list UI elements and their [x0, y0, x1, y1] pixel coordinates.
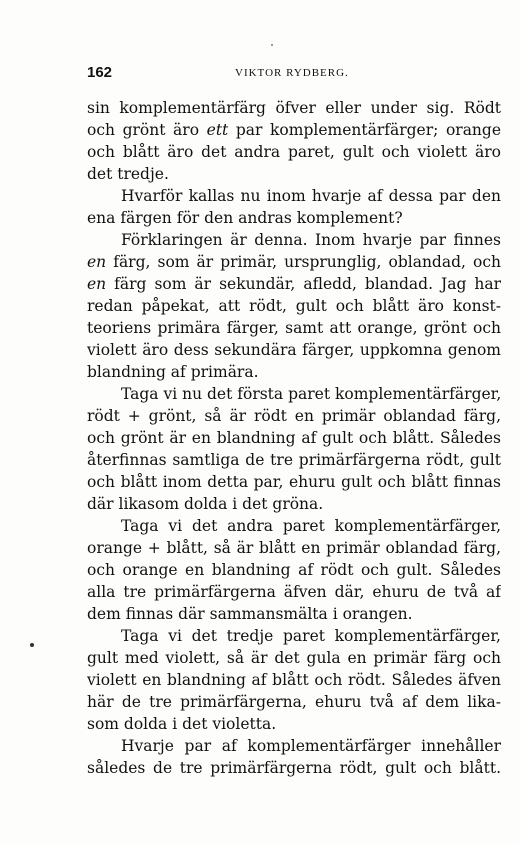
- paragraph-start: Hvarje par af komplementärfärger innehåller: [121, 737, 501, 755]
- emphasis: en: [87, 275, 107, 293]
- text-line: och grönt är en blandning af gult och blått. Således: [87, 429, 501, 447]
- paper-speck: [271, 44, 273, 46]
- body-text: [87, 97, 501, 779]
- text-line: alla tre primärfärgerna äfven där, ehuru de två af: [87, 583, 501, 601]
- paragraph-start: Taga vi nu det första paret komplementärfärger,: [121, 385, 501, 403]
- text-line: teoriens primära färger, samt att orange, grönt och: [87, 319, 501, 337]
- text-line: och grönt äro ett par komplementärfärger; orange: [87, 121, 501, 139]
- text-line: orange + blått, så är blått en primär oblandad färg,: [87, 539, 501, 557]
- emphasis: en: [87, 253, 107, 271]
- text-line: gult med violett, så är det gula en primär färg och: [87, 649, 501, 667]
- margin-dot: [30, 643, 34, 647]
- text-line: och blått äro det andra paret, gult och violett äro: [87, 143, 501, 161]
- text-line: violett äro dess sekundära färger, uppkomna genom: [87, 341, 501, 359]
- text-line: som dolda i det violetta.: [87, 715, 277, 733]
- text-line: en färg som är sekundär, afledd, blandad. Jag har: [87, 275, 501, 293]
- text-line: dem finnas där sammansmälta i orangen.: [87, 605, 413, 623]
- text-line: således de tre primärfärgerna rödt, gult och blått.: [87, 759, 501, 777]
- paragraph-start: Taga vi det tredje paret komplementärfärger,: [121, 627, 501, 645]
- text-line: redan påpekat, att rödt, gult och blått äro konst-: [87, 297, 501, 315]
- text-line: och blått inom detta par, ehuru gult och blått finnas: [87, 473, 501, 491]
- text-line: ena färgen för den andras komplement?: [87, 209, 403, 227]
- text-line: blandning af primära.: [87, 363, 259, 381]
- text-line: sin komplementärfärg öfver eller under sig. Rödt: [87, 99, 501, 117]
- page-header: [87, 64, 499, 84]
- emphasis: ett: [206, 121, 229, 139]
- text-line: här de tre primärfärgerna, ehuru två af dem lika-: [87, 693, 501, 711]
- text-line: där likasom dolda i det gröna.: [87, 495, 324, 513]
- paragraph-start: Taga vi det andra paret komplementärfärger,: [121, 517, 501, 535]
- paragraph-start: Förklaringen är denna. Inom hvarje par finnes: [121, 231, 501, 249]
- page-number: 162: [87, 64, 113, 81]
- running-head: VIKTOR RYDBERG.: [235, 67, 349, 79]
- text-line: återfinnas samtliga de tre primärfärgerna rödt, gult: [87, 451, 501, 469]
- text-line: en färg, som är primär, ursprunglig, oblandad, och: [87, 253, 501, 271]
- paragraph-start: Hvarför kallas nu inom hvarje af dessa par den: [121, 187, 501, 205]
- text-line: och orange en blandning af rödt och gult. Således: [87, 561, 501, 579]
- text-line: violett en blandning af blått och rödt. Således äfven: [87, 671, 501, 689]
- text-line: det tredje.: [87, 165, 169, 183]
- text-line: rödt + grönt, så är rödt en primär oblandad färg,: [87, 407, 501, 425]
